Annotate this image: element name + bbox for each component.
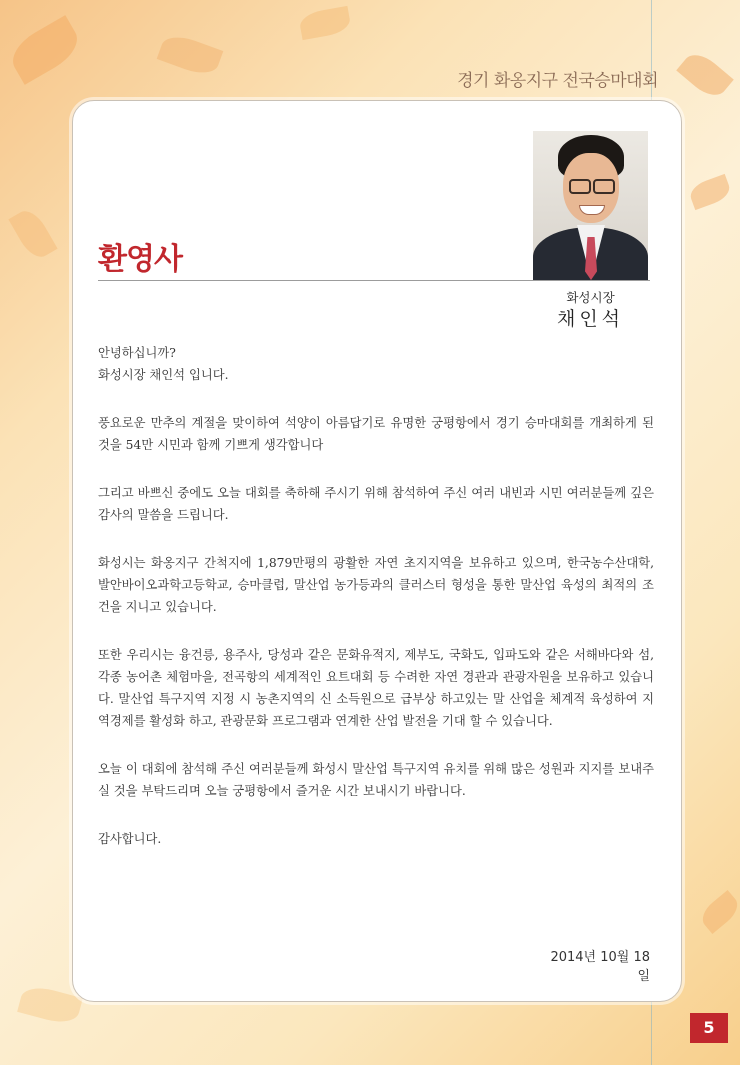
autumn-leaf-decoration: [298, 6, 352, 40]
portrait-glasses-right: [593, 179, 615, 194]
speech-paragraph: 감사합니다.: [98, 832, 162, 846]
speech-paragraph: 오늘 이 대회에 참석해 주신 여러분들께 화성시 말산업 특구지역 유치를 위해 많은 성원과 지지를 보내주실 것을 부탁드리며 오늘 궁평항에서 즐거운 시간 보내시기 바랍니다.: [98, 762, 654, 798]
title-divider: [98, 280, 650, 281]
page-title: 환영사: [98, 242, 182, 277]
autumn-leaf-decoration: [5, 15, 86, 85]
portrait-glasses-left: [569, 179, 591, 194]
page-number: 5: [690, 1013, 728, 1043]
speech-paragraph: 화성시는 화옹지구 간척지에 1,879만평의 광활한 자연 초지지역을 보유하고 있으며, 한국농수산대학, 발안바이오과학고등학교, 승마클럽, 말산업 농가등과의 클러스터 형성을 통한 말산업 육성의 최적의 조건을 지니고 있습니다.: [98, 556, 654, 614]
speech-paragraph: 그리고 바쁘신 중에도 오늘 대회를 축하해 주시기 위해 참석하여 주신 여러 내빈과 시민 여러분들께 깊은 감사의 말씀을 드립니다.: [98, 486, 654, 522]
speech-body: [98, 342, 654, 876]
speech-date: 2014년 10월 18일: [550, 950, 650, 984]
speaker-name: 채인석: [556, 308, 625, 330]
autumn-leaf-decoration: [676, 47, 734, 102]
autumn-leaf-decoration: [687, 174, 733, 210]
speaker-position: 화성시장: [566, 290, 615, 305]
autumn-leaf-decoration: [157, 31, 224, 80]
speech-paragraph: 풍요로운 만추의 계절을 맞이하여 석양이 아름답기로 유명한 궁평항에서 경기 승마대회를 개최하게 된 것을 54만 시민과 함께 기쁘게 생각합니다: [98, 416, 654, 452]
event-title: 경기 화옹지구 전국승마대회: [457, 71, 658, 91]
autumn-leaf-decoration: [697, 890, 740, 934]
mayor-portrait: [533, 131, 648, 280]
speech-paragraph: 또한 우리시는 융건릉, 용주사, 당성과 같은 문화유적지, 제부도, 국화도, 입파도와 같은 서해바다와 섬, 각종 농어촌 체험마을, 전곡항의 세계적인 요트대회 등 수려한 자연 경관과 관광자원을 보유하고 있습니다. 말산업 특구지역 지정 시 농촌지역의 신 소득원으로 급부상 하고있는 말 산업을 체계적 육성하여 지역경제를 활성화 하고, 관광문화 프로그램과 연계한 산업 발전을 기대 할 수 있습니다.: [98, 648, 654, 728]
autumn-leaf-decoration: [17, 983, 83, 1028]
speech-paragraph: 안녕하십니까? 화성시장 채인석 입니다.: [98, 346, 229, 382]
autumn-leaf-decoration: [8, 205, 57, 262]
